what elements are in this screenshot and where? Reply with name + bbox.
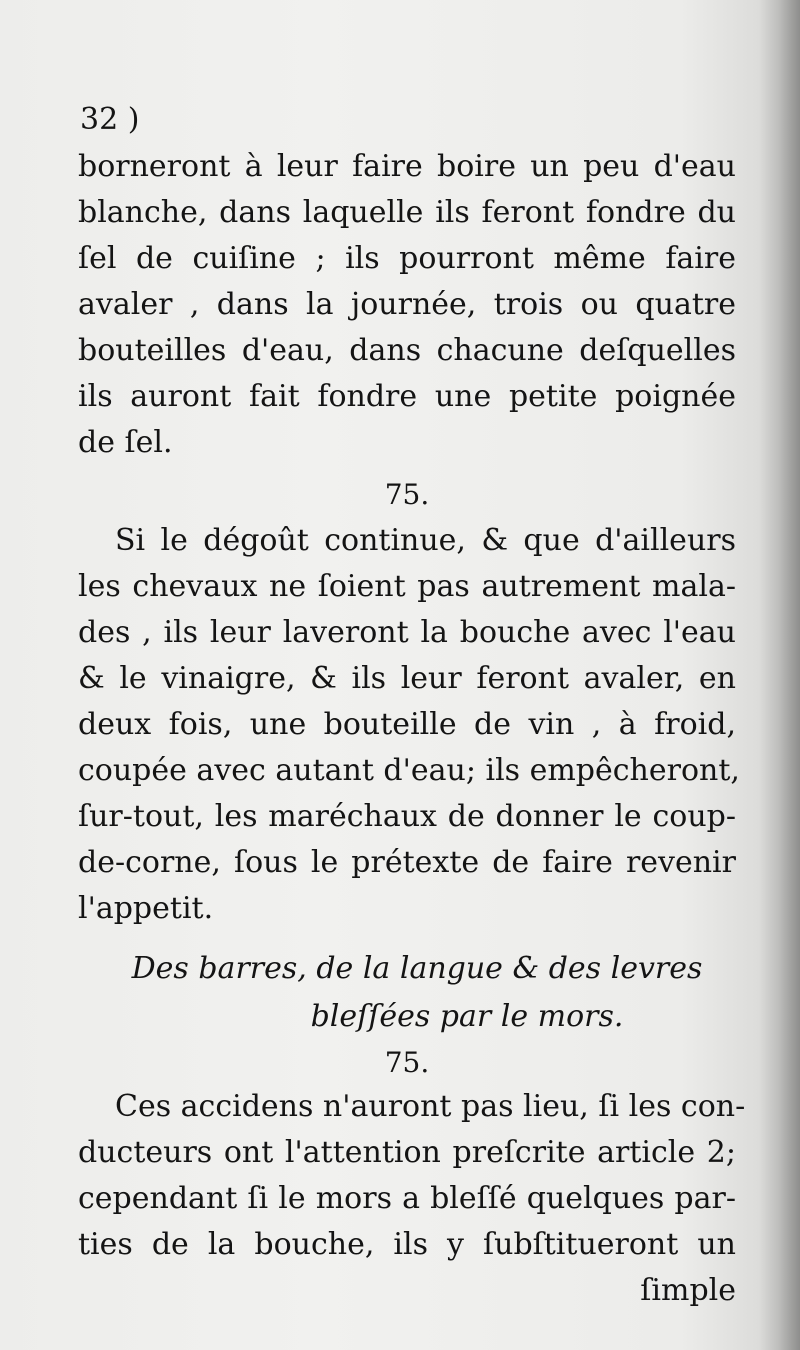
text-line: coupée avec autant d'eau; ils empêcheront,	[78, 753, 740, 788]
section-number: 75.	[384, 1046, 430, 1079]
text-line: l'appetit.	[78, 891, 214, 926]
text-line: bouteilles d'eau, dans chacune deſquelles	[78, 333, 736, 368]
text-line: ducteurs ont l'attention preſcrite article 2;	[78, 1135, 736, 1170]
page-number: 32 )	[80, 102, 140, 137]
text-line: & le vinaigre, & ils leur feront avaler, en	[78, 661, 736, 696]
section-number: 75.	[384, 478, 430, 511]
text-line: deux fois, une bouteille de vin , à froid,	[78, 707, 736, 742]
text-line: Si le dégoût continue, & que d'ailleurs	[115, 523, 736, 558]
text-line: Ces accidens n'auront pas lieu, ſi les con-	[115, 1089, 746, 1124]
text-line: ties de la bouche, ils y ſubſtitueront un	[78, 1227, 736, 1262]
text-line: ſel de cuiſine ; ils pourront même faire	[78, 241, 736, 276]
text-line: ils auront fait fondre une petite poignée	[78, 379, 736, 414]
catchword: ſimple	[640, 1273, 736, 1308]
text-line: avaler , dans la journée, trois ou quatre	[78, 287, 736, 322]
text-line: de ſel.	[78, 425, 173, 460]
text-line: cependant ſi le mors a bleſſé quelques par-	[78, 1181, 736, 1216]
text-line: de-corne, ſous le prétexte de faire revenir	[78, 845, 736, 880]
text-line: les chevaux ne ſoient pas autrement mala-	[78, 569, 736, 604]
text-line: borneront à leur faire boire un peu d'eau	[78, 149, 736, 184]
section-subtitle: bleſſées par le mors.	[310, 999, 624, 1034]
section-subtitle: Des barres, de la langue & des levres	[131, 951, 703, 986]
text-line: blanche, dans laquelle ils feront fondre du	[78, 195, 736, 230]
page-gutter-shadow	[758, 0, 800, 1350]
text-line: ſur-tout, les maréchaux de donner le coup-	[78, 799, 736, 834]
text-line: des , ils leur laveront la bouche avec l'eau	[78, 615, 736, 650]
